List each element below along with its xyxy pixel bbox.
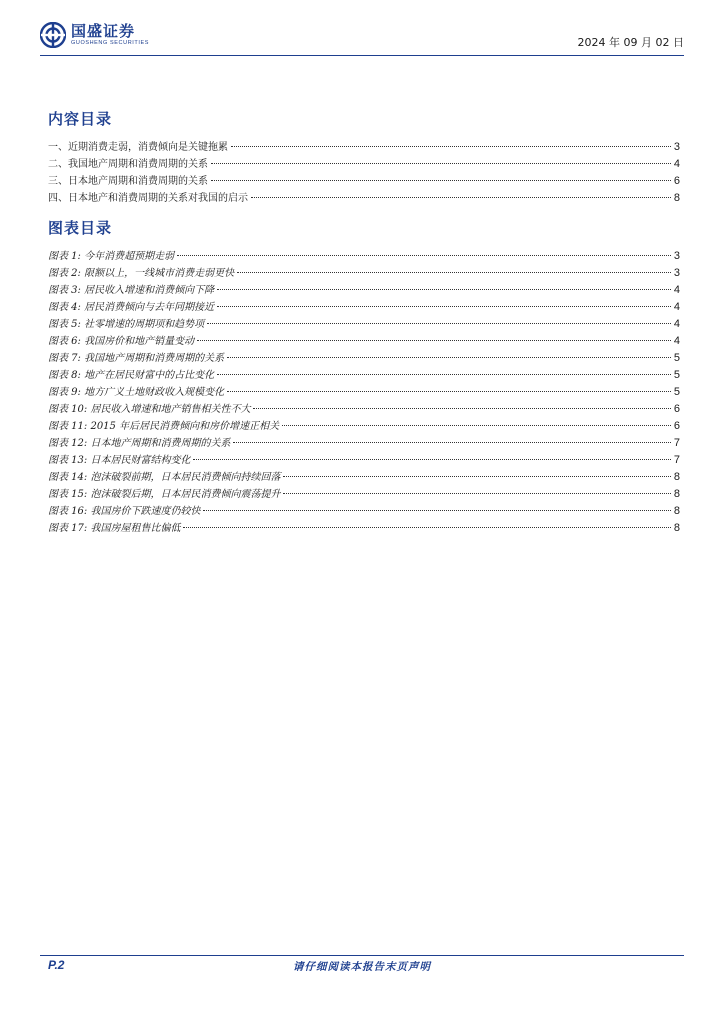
- toc-entry-page: 5: [673, 386, 680, 398]
- toc-entry-label: 图表 4: 居民消费倾向与去年同期接近: [48, 302, 215, 313]
- figure-entry[interactable]: [48, 383, 680, 400]
- report-date: 2024 年 09 月 02 日: [577, 36, 684, 49]
- figure-entry[interactable]: [48, 281, 680, 298]
- toc-entry-page: 8: [673, 471, 680, 483]
- toc-entry-label: 图表 13: 日本居民财富结构变化: [48, 455, 191, 466]
- dot-leader: [227, 391, 671, 392]
- contents-entry[interactable]: [48, 189, 680, 206]
- page-header: [40, 22, 684, 54]
- dot-leader: [203, 510, 670, 511]
- dot-leader: [183, 527, 670, 528]
- dot-leader: [197, 340, 671, 341]
- figure-entry[interactable]: [48, 247, 680, 264]
- figure-entry[interactable]: [48, 468, 680, 485]
- contents-entry[interactable]: [48, 155, 680, 172]
- figures-title: 图表目录: [48, 219, 113, 237]
- dot-leader: [253, 408, 670, 409]
- toc-entry-label: 图表 5: 社零增速的周期项和趋势项: [48, 319, 205, 330]
- toc-entry-label: 图表 11: 2015 年后居民消费倾向和房价增速正相关: [48, 421, 280, 432]
- figures-list: [48, 247, 680, 536]
- company-logo: [40, 22, 149, 48]
- dot-leader: [217, 306, 671, 307]
- toc-entry-label: 图表 12: 日本地产周期和消费周期的关系: [48, 438, 231, 449]
- footer-divider: [40, 955, 684, 956]
- toc-entry-page: 5: [673, 369, 680, 381]
- disclaimer-note: 请仔细阅读本报告末页声明: [293, 961, 431, 973]
- toc-entry-page: 8: [673, 505, 680, 517]
- header-divider: [40, 55, 684, 56]
- figure-entry[interactable]: [48, 451, 680, 468]
- figure-entry[interactable]: [48, 332, 680, 349]
- figure-entry[interactable]: [48, 502, 680, 519]
- figure-entry[interactable]: [48, 366, 680, 383]
- dot-leader: [207, 323, 671, 324]
- dot-leader: [251, 197, 671, 198]
- toc-entry-page: 8: [673, 192, 680, 204]
- dot-leader: [237, 272, 671, 273]
- toc-entry-label: 图表 14: 泡沫破裂前期，日本居民消费倾向持续回落: [48, 472, 281, 483]
- logo-english-name: GUOSHENG SECURITIES: [71, 40, 150, 46]
- toc-entry-label: 图表 2: 限额以上，一线城市消费走弱更快: [48, 268, 235, 279]
- contents-entry[interactable]: [48, 172, 680, 189]
- figure-entry[interactable]: [48, 485, 680, 502]
- figure-entry[interactable]: [48, 349, 680, 366]
- contents-title: 内容目录: [48, 110, 113, 128]
- dot-leader: [233, 442, 670, 443]
- toc-entry-label: 二、我国地产周期和消费周期的关系: [48, 159, 208, 170]
- logo-chinese-name: 国盛证券: [71, 22, 136, 40]
- toc-entry-page: 8: [673, 522, 680, 534]
- toc-entry-page: 4: [673, 301, 680, 313]
- toc-entry-page: 3: [673, 267, 680, 279]
- figure-entry[interactable]: [48, 264, 680, 281]
- dot-leader: [282, 425, 671, 426]
- figure-entry[interactable]: [48, 417, 680, 434]
- toc-entry-page: 6: [673, 175, 680, 187]
- dot-leader: [177, 255, 671, 256]
- toc-entry-page: 3: [673, 141, 680, 153]
- figure-entry[interactable]: [48, 519, 680, 536]
- toc-entry-page: 4: [673, 158, 680, 170]
- toc-entry-label: 三、日本地产周期和消费周期的关系: [48, 176, 208, 187]
- page-number: P.2: [48, 958, 65, 972]
- contents-list: [48, 138, 680, 206]
- toc-entry-label: 图表 15: 泡沫破裂后期，日本居民消费倾向震荡提升: [48, 489, 281, 500]
- toc-entry-page: 8: [673, 488, 680, 500]
- toc-entry-label: 图表 6: 我国房价和地产销量变动: [48, 336, 195, 347]
- dot-leader: [283, 493, 670, 494]
- toc-entry-label: 一、近期消费走弱，消费倾向是关键拖累: [48, 142, 228, 153]
- figure-entry[interactable]: [48, 434, 680, 451]
- toc-entry-page: 4: [673, 284, 680, 296]
- toc-entry-page: 5: [673, 352, 680, 364]
- dot-leader: [193, 459, 670, 460]
- toc-entry-page: 6: [673, 420, 680, 432]
- toc-entry-label: 四、日本地产和消费周期的关系对我国的启示: [48, 193, 248, 204]
- dot-leader: [283, 476, 670, 477]
- toc-entry-label: 图表 9: 地方广义土地财政收入规模变化: [48, 387, 225, 398]
- figure-entry[interactable]: [48, 400, 680, 417]
- toc-entry-label: 图表 16: 我国房价下跌速度仍较快: [48, 506, 201, 517]
- dot-leader: [231, 146, 671, 147]
- dot-leader: [227, 357, 671, 358]
- toc-entry-page: 4: [673, 318, 680, 330]
- figure-entry[interactable]: [48, 315, 680, 332]
- toc-entry-page: 7: [673, 437, 680, 449]
- dot-leader: [211, 163, 671, 164]
- toc-entry-label: 图表 10: 居民收入增速和地产销售相关性不大: [48, 404, 251, 415]
- dot-leader: [211, 180, 671, 181]
- toc-entry-page: 3: [673, 250, 680, 262]
- dot-leader: [217, 289, 671, 290]
- dot-leader: [217, 374, 671, 375]
- toc-entry-label: 图表 1: 今年消费超预期走弱: [48, 251, 175, 262]
- toc-entry-label: 图表 8: 地产在居民财富中的占比变化: [48, 370, 215, 381]
- toc-entry-label: 图表 17: 我国房屋租售比偏低: [48, 523, 181, 534]
- figure-entry[interactable]: [48, 298, 680, 315]
- toc-entry-page: 6: [673, 403, 680, 415]
- logo-icon: [40, 22, 66, 48]
- toc-entry-page: 4: [673, 335, 680, 347]
- toc-entry-label: 图表 3: 居民收入增速和消费倾向下降: [48, 285, 215, 296]
- toc-entry-label: 图表 7: 我国地产周期和消费周期的关系: [48, 353, 225, 364]
- toc-entry-page: 7: [673, 454, 680, 466]
- contents-entry[interactable]: [48, 138, 680, 155]
